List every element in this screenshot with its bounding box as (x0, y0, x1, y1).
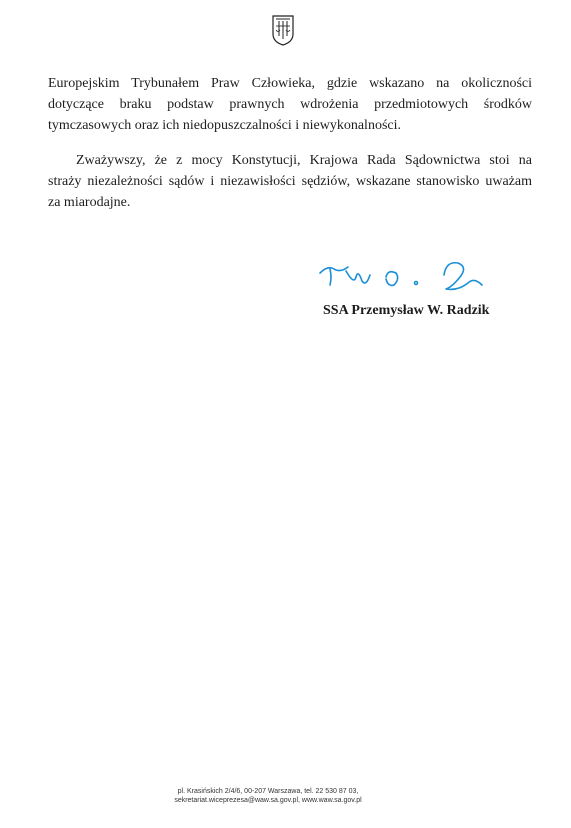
paragraph-1-line: dotyczące braku podstaw prawnych wdrożenia przedmiotowych środków (48, 97, 532, 112)
paragraph-2 (48, 150, 532, 213)
handwritten-signature (318, 255, 503, 300)
signer-name: SSA Przemysław W. Radzik (323, 303, 490, 318)
court-emblem-icon (270, 12, 296, 46)
paragraph-2-line: za miarodajne. (48, 195, 131, 210)
paragraph-1-line: tymczasowych oraz ich niedopuszczalności i niewykonalności. (48, 118, 401, 133)
footer-address: pl. Krasińskich 2/4/6, 00-207 Warszawa, tel. 22 530 87 03, (177, 788, 359, 795)
paragraph-2-line: Zważywszy, że z mocy Konstytucji, Krajowa Rada Sądownictwa stoi na (76, 153, 532, 168)
footer (168, 787, 368, 805)
footer-contact: sekretariat.wiceprezesa@waw.sa.gov.pl, www.waw.sa.gov.pl (174, 797, 362, 804)
paragraph-1 (48, 73, 532, 136)
paragraph-1-line: Europejskim Trybunałem Praw Człowieka, gdzie wskazano na okoliczności (48, 76, 532, 91)
paragraph-2-line: straży niezależności sądów i niezawisłości sędziów, wskazane stanowisko uważam (48, 174, 532, 189)
